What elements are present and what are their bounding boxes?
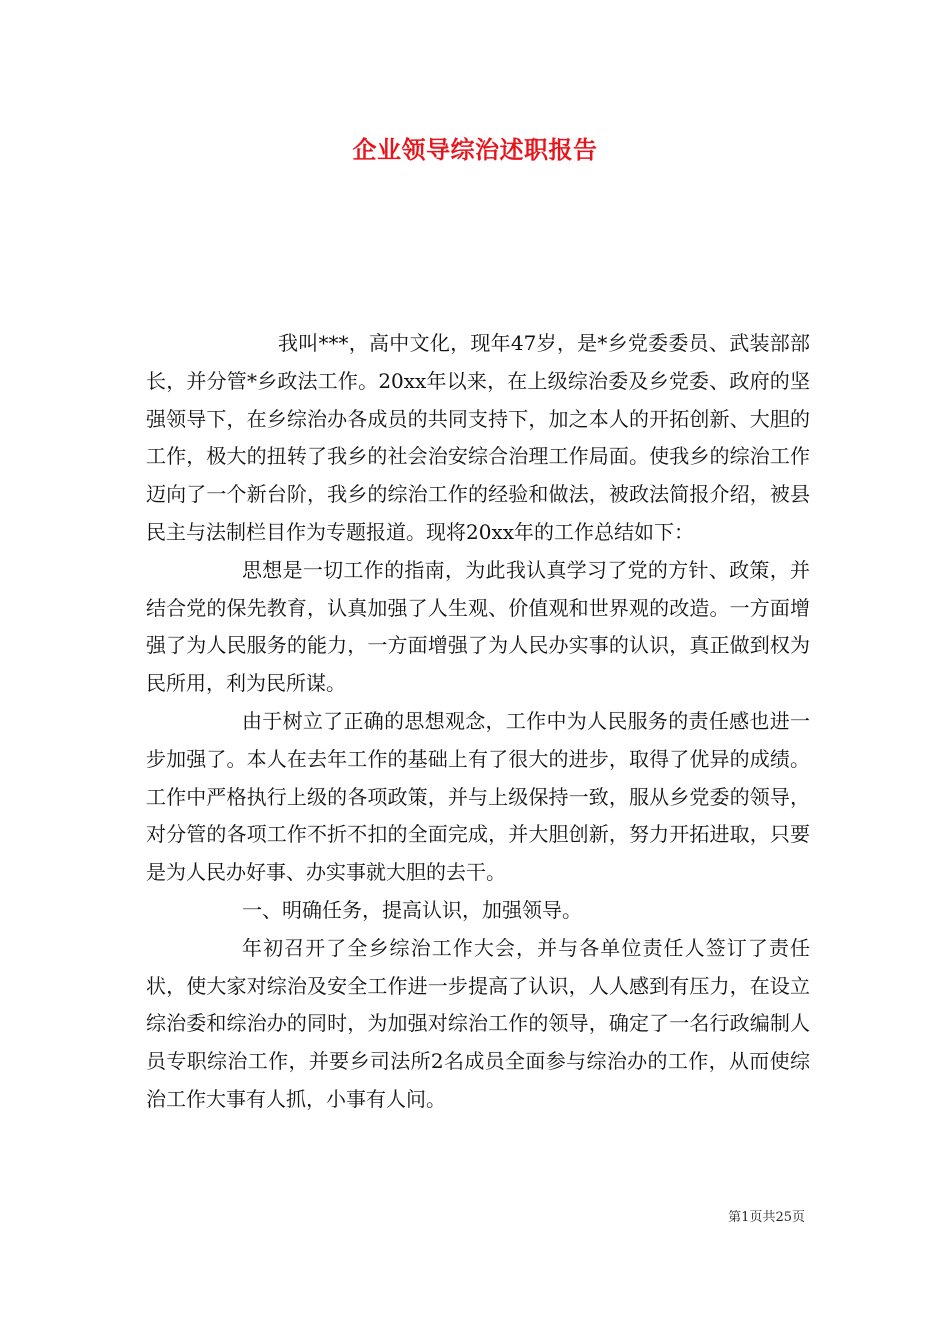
paragraph-responsibility: 由于树立了正确的思想观念，工作中为人民服务的责任感也进一步加强了。本人在去年工作的基础上有了很大的进步，取得了优异的成绩。工作中严格执行上级的各项政策，并与上级保持一致，服从乡党委的领导，对分管的各项工作不折不扣的全面完成，并大胆创新，努力开拓进取，只要是为人民办好事、办实事就大胆的去干。 (146, 708, 810, 885)
paragraph-intro: 我叫***，高中文化，现年47岁，是*乡党委委员、武装部部长，并分管*乡政法工作。20xx年以来，在上级综治委及乡党委、政府的坚强领导下，在乡综治办各成员的共同支持下，加之本人的开拓创新、大胆的工作，极大的扭转了我乡的社会治安综合治理工作局面。使我乡的综治工作迈向了一个新台阶，我乡的综治工作的经验和做法，被政法简报介绍，被县民主与法制栏目作为专题报道。现将20xx年的工作总结如下： (146, 331, 810, 544)
paragraph-meeting: 年初召开了全乡综治工作大会，并与各单位责任人签订了责任状，使大家对综治及安全工作进一步提高了认识，人人感到有压力，在设立综治委和综治办的同时，为加强对综治工作的领导，确定了一名行政编制人员专职综治工作，并要乡司法所2名成员全面参与综治办的工作，从而使综治工作大事有人抓，小事有人问。 (146, 935, 810, 1111)
document-title: 企业领导综治述职报告 (352, 135, 598, 164)
page-indicator: 第1页共25页 (728, 1210, 805, 1225)
document-body (146, 325, 810, 1119)
paragraph-thought: 思想是一切工作的指南，为此我认真学习了党的方针、政策，并结合党的保先教育，认真加强了人生观、价值观和世界观的改造。一方面增强了为人民服务的能力，一方面增强了为人民办实事的认识，真正做到权为民所用，利为民所谋。 (146, 557, 810, 696)
section-heading-1: 一、明确任务，提高认识，加强领导。 (242, 897, 582, 922)
